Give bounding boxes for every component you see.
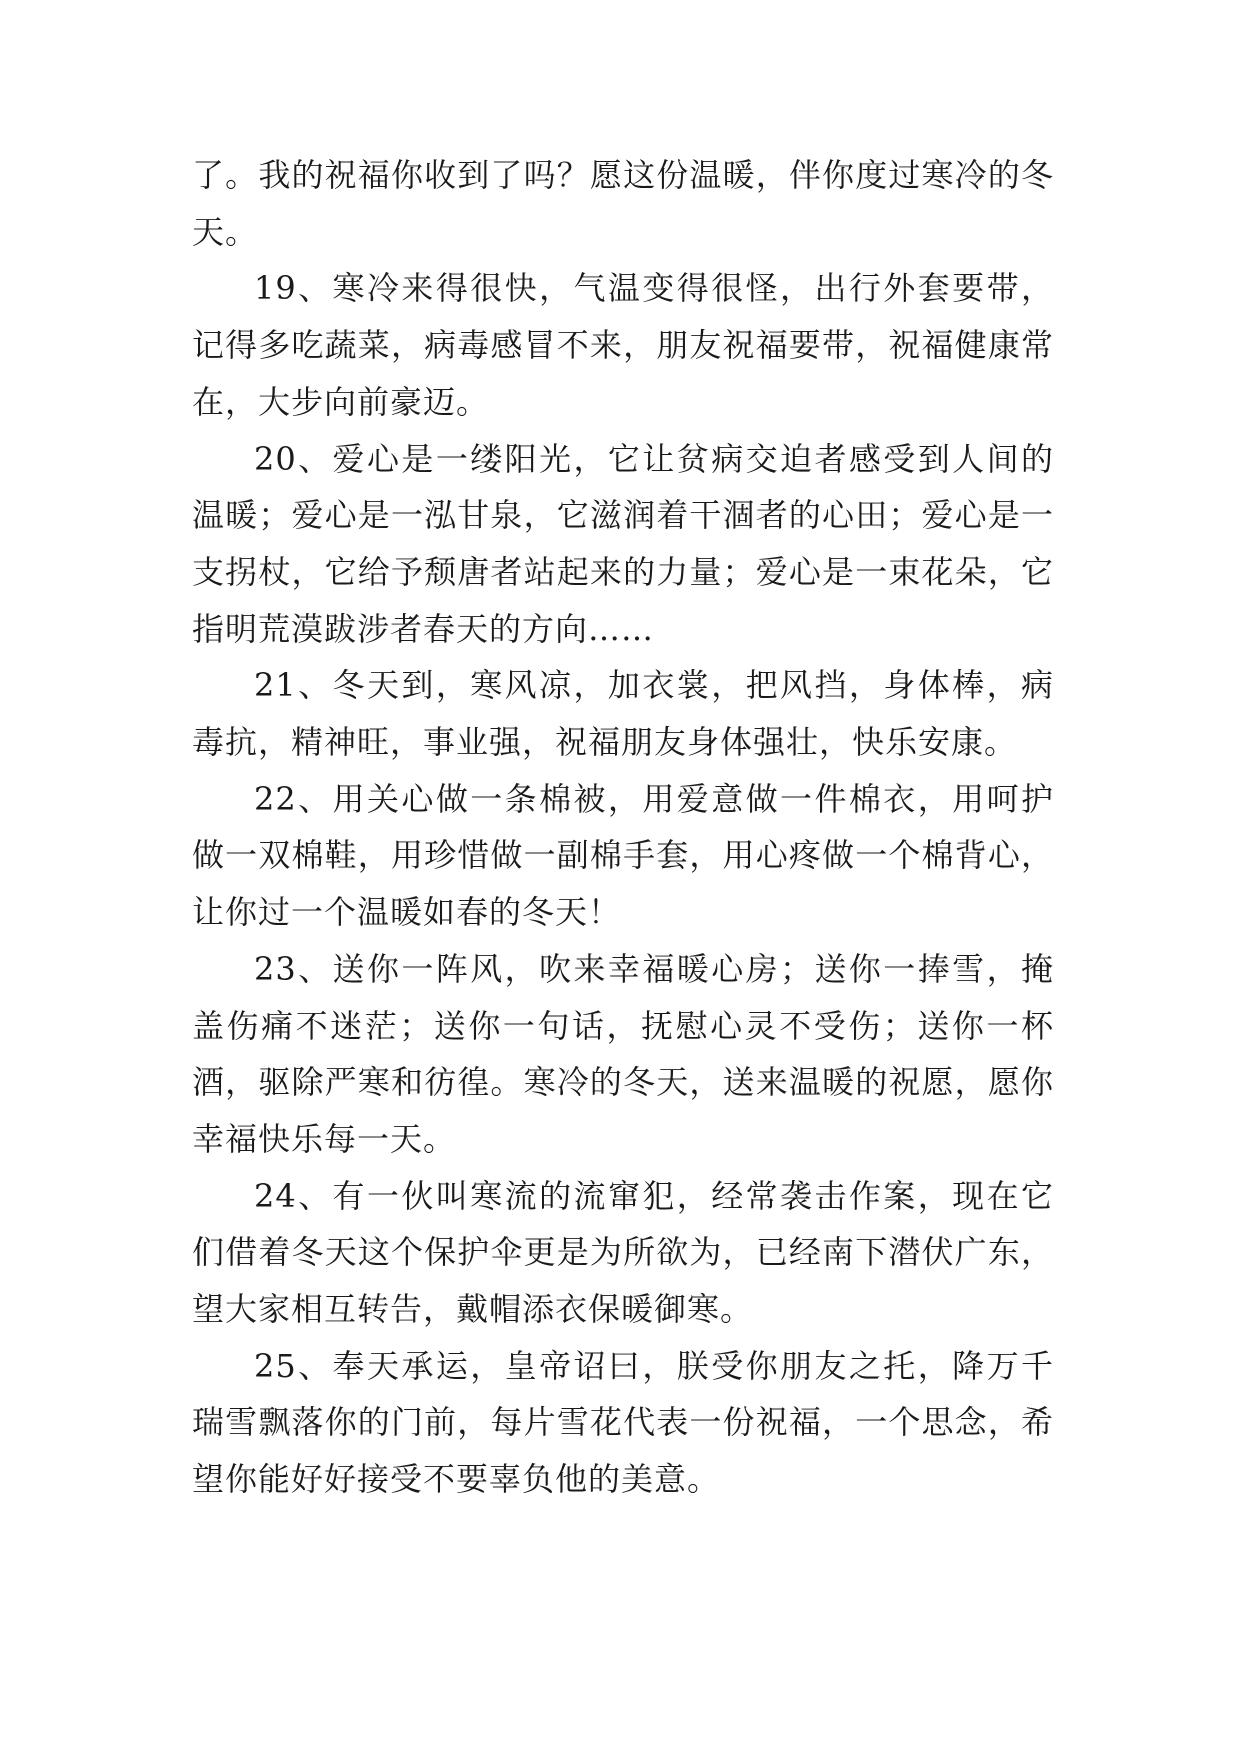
paragraph-19: 19、寒冷来得很快，气温变得很怪，出行外套要带，记得多吃蔬菜，病毒感冒不来，朋友祝福要带，祝福健康常在，大步向前豪迈。 [192, 269, 1054, 421]
paragraph-22: 22、用关心做一条棉被，用爱意做一件棉衣，用呵护做一双棉鞋，用珍惜做一副棉手套，用心疼做一个棉背心，让你过一个温暖如春的冬天！ [192, 779, 1054, 932]
paragraph-continuation: 了。我的祝福你收到了吗？愿这份温暖，伴你度过寒冷的冬天。 [192, 156, 1054, 251]
paragraph-21: 21、冬天到，寒风凉，加衣裳，把风挡，身体棒，病毒抗，精神旺，事业强，祝福朋友身体强壮，快乐安康。 [192, 666, 1054, 762]
document-body [192, 147, 1054, 1508]
paragraph-24: 24、有一伙叫寒流的流窜犯，经常袭击作案，现在它们借着冬天这个保护伞更是为所欲为，已经南下潜伏广东，望大家相互转告，戴帽添衣保暖御寒。 [192, 1176, 1054, 1329]
paragraph-23: 23、送你一阵风，吹来幸福暖心房；送你一捧雪，掩盖伤痛不迷茫；送你一句话，抚慰心灵不受伤；送你一杯酒，驱除严寒和彷徨。寒冷的冬天，送来温暖的祝愿，愿你幸福快乐每一天。 [192, 949, 1054, 1158]
paragraph-25: 25、奉天承运，皇帝诏曰，朕受你朋友之托，降万千瑞雪飘落你的门前，每片雪花代表一份祝福，一个思念，希望你能好好接受不要辜负他的美意。 [192, 1346, 1054, 1499]
paragraph-20: 20、爱心是一缕阳光，它让贫病交迫者感受到人间的温暖；爱心是一泓甘泉，它滋润着干涸者的心田；爱心是一支拐杖，它给予颓唐者站起来的力量；爱心是一束花朵，它指明荒漠跋涉者春天的方向…… [192, 439, 1054, 648]
